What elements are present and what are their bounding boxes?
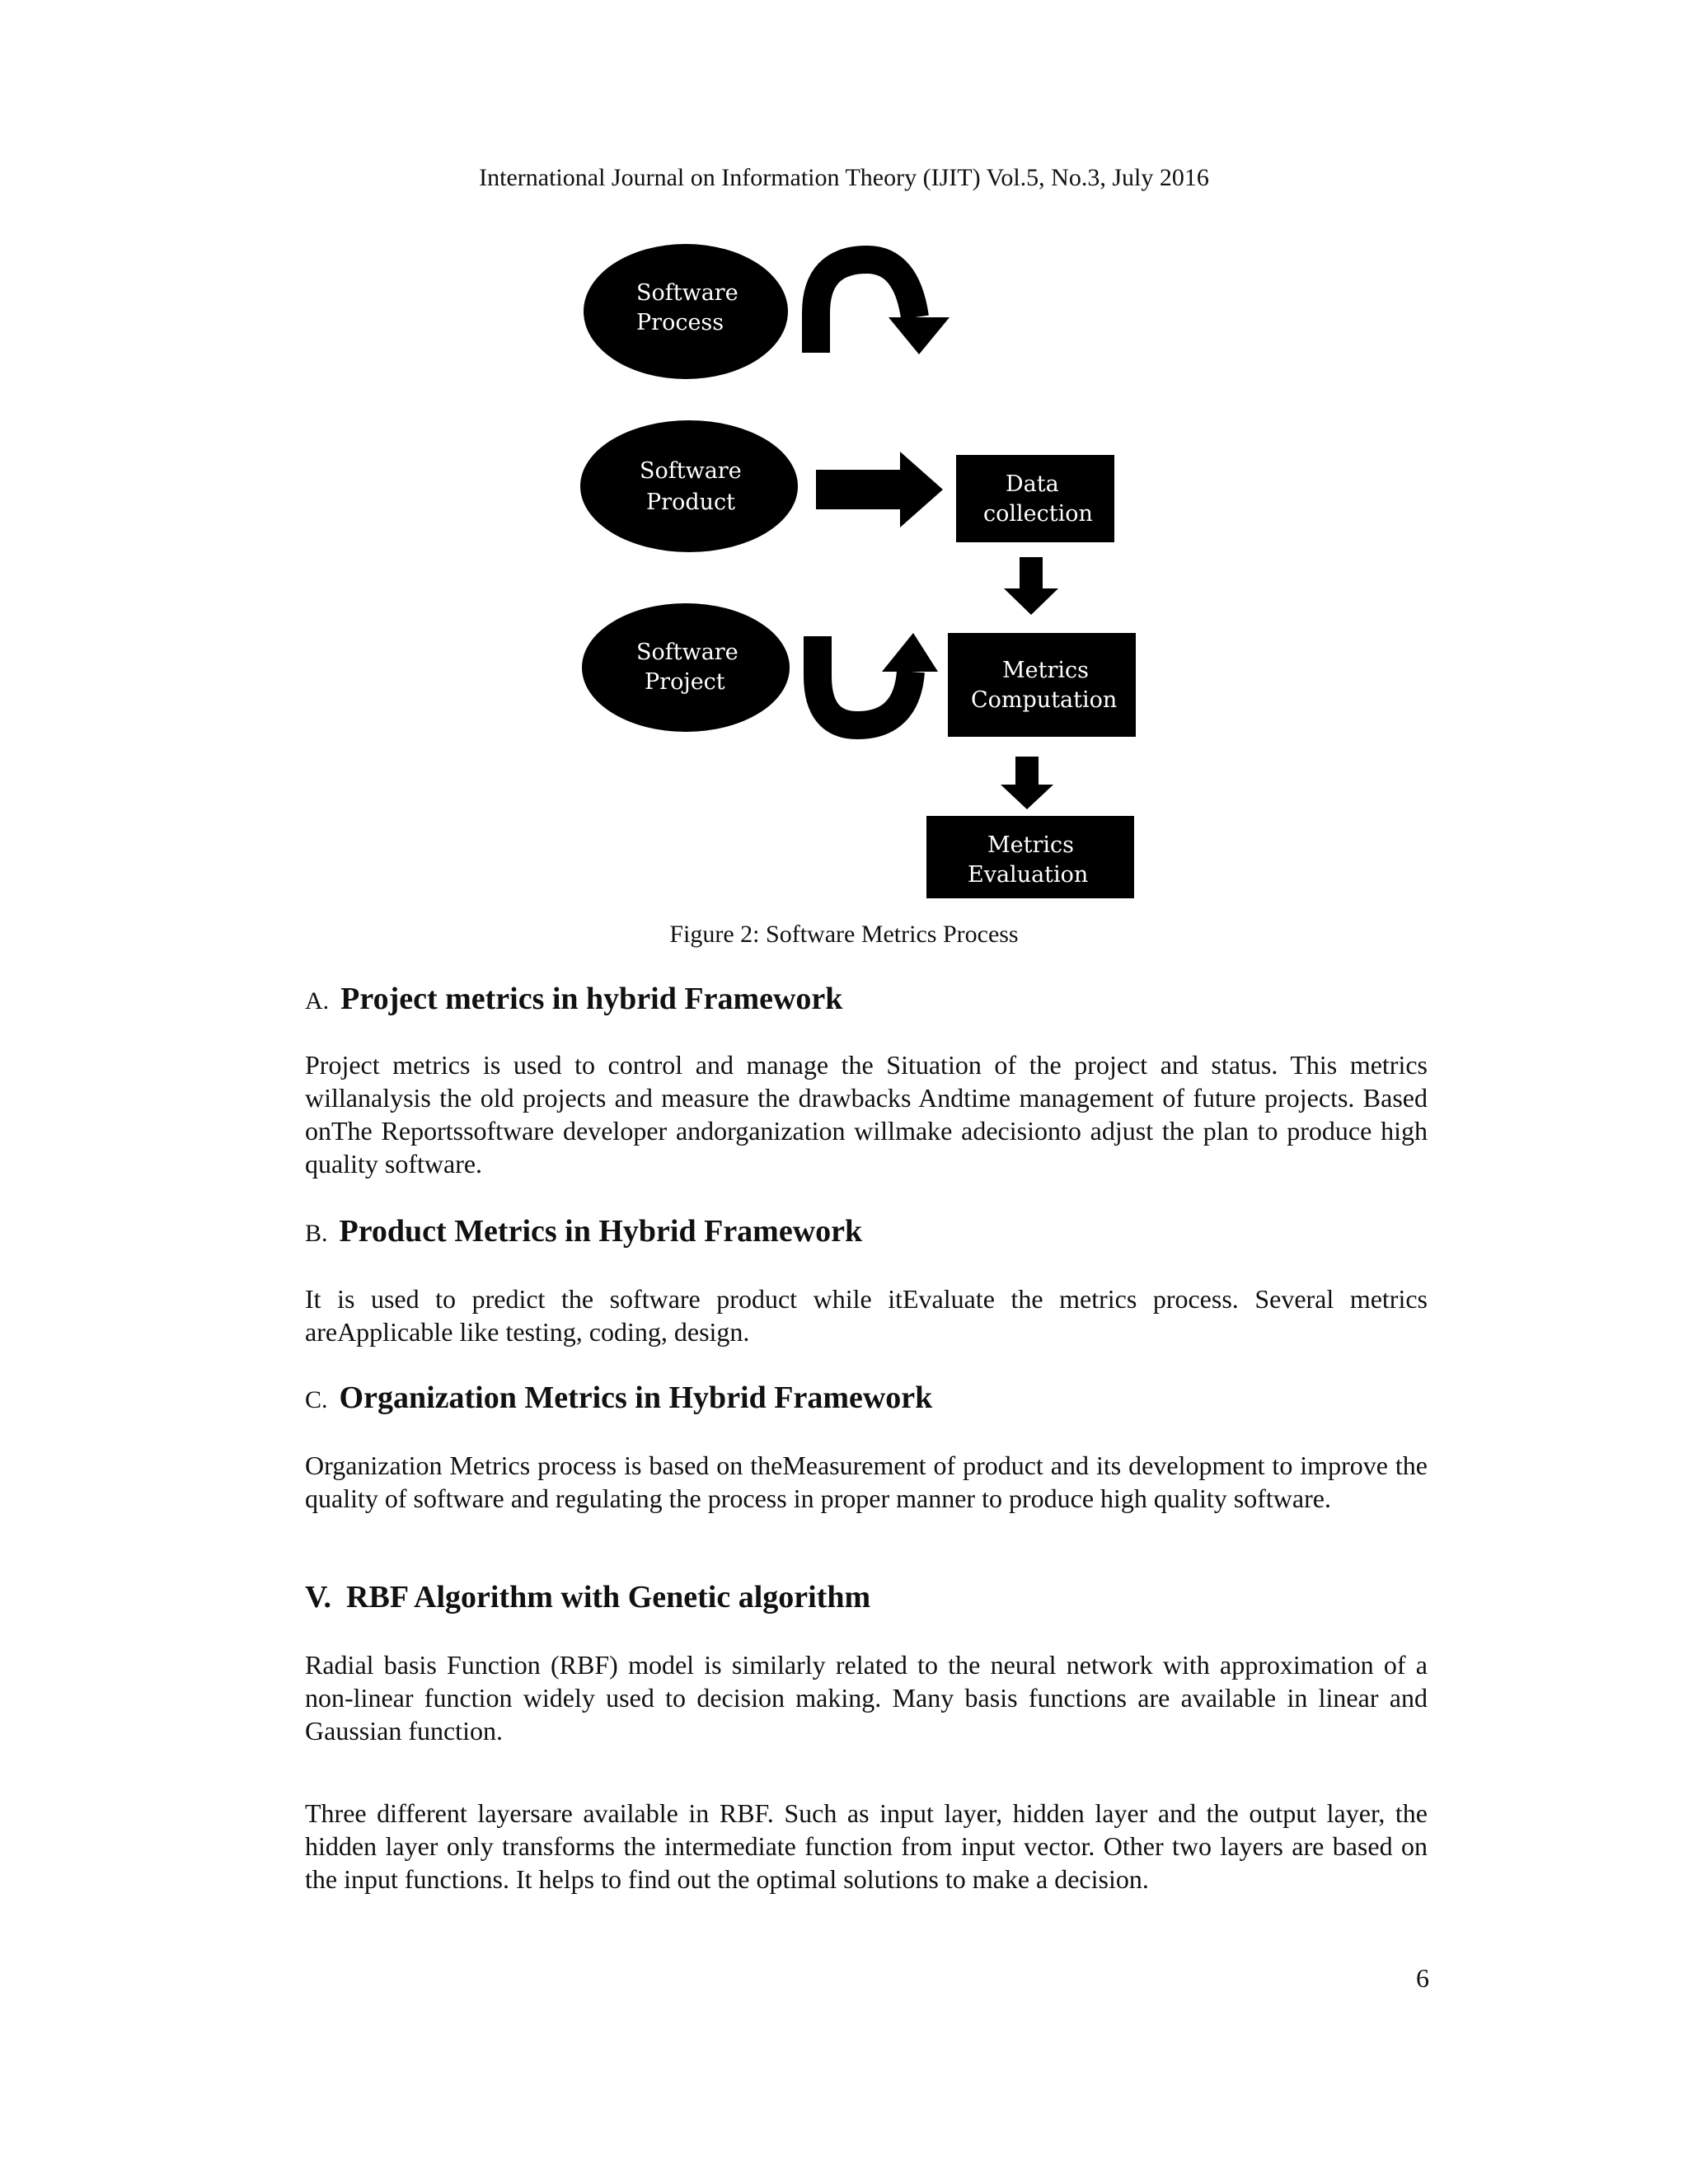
down-arrow-icon <box>1001 757 1053 809</box>
section-v-paragraph-1: Radial basis Function (RBF) model is similarly related to the neural network with approximation of a non-linear function widely used to decision making. Many basis functions are available in linear and Gaussian function. <box>305 1650 1428 1746</box>
section-title: RBF Algorithm with Genetic algorithm <box>346 1580 871 1615</box>
section-b-paragraph: It is used to predict the software product while itEvaluate the metrics process. Several metrics areApplicable like testing, coding, design. <box>305 1284 1428 1347</box>
section-heading-a <box>305 979 1426 1021</box>
node-software-process-line2: Process <box>636 310 724 335</box>
node-metrics-evaluation-line1: Metrics <box>987 832 1074 858</box>
section-title: Project metrics in hybrid Framework <box>340 982 843 1016</box>
section-c-paragraph: Organization Metrics process is based on theMeasurement of product and its development to improve the quality of software and regulating the process in proper manner to produce high quality software. <box>305 1451 1428 1513</box>
node-software-project <box>582 603 790 732</box>
section-heading-v <box>305 1577 1426 1617</box>
section-marker: C. <box>305 1386 328 1413</box>
node-software-product-line2: Product <box>646 490 735 515</box>
section-a-paragraph: Project metrics is used to control and manage the Situation of the project and status. This metrics willanalysis the old projects and measure the drawbacks Andtime management of future projects. Based onThe Reportssoftware developer andorganization willmake adecisionto adjust the plan to produce high quality software. <box>305 1050 1428 1179</box>
journal-header: International Journal on Information Theory (IJIT) Vol.5, No.3, July 2016 <box>479 164 1209 191</box>
section-heading-c <box>305 1378 1426 1420</box>
node-metrics-evaluation-line2: Evaluation <box>968 862 1089 888</box>
node-software-product <box>580 420 798 552</box>
node-metrics-computation-line2: Computation <box>971 687 1118 713</box>
section-v-paragraph-2: Three different layersare available in RBF. Such as input layer, hidden layer and the output layer, the hidden layer only transforms the intermediate function from input vector. Other two layers are based on the input functions. It helps to find out the optimal solutions to make a decision. <box>305 1798 1428 1894</box>
section-title: Product Metrics in Hybrid Framework <box>339 1214 863 1249</box>
software-metrics-process-figure <box>0 0 1688 923</box>
curved-arrow-up-icon <box>818 633 938 725</box>
section-marker: B. <box>305 1220 328 1247</box>
right-arrow-icon <box>816 452 943 527</box>
down-arrow-icon <box>1004 557 1058 615</box>
node-software-product-line1: Software <box>640 458 742 484</box>
node-data-collection-line1: Data <box>1006 471 1059 497</box>
curved-arrow-down-icon <box>816 260 950 354</box>
node-software-project-line2: Project <box>645 669 725 695</box>
node-data-collection-line2: collection <box>983 501 1093 527</box>
node-software-project-line1: Software <box>636 640 738 665</box>
node-metrics-computation <box>948 633 1136 737</box>
section-marker: A. <box>305 987 330 1015</box>
section-title: Organization Metrics in Hybrid Framework <box>339 1380 933 1415</box>
node-software-process <box>584 244 788 379</box>
node-software-process-line1: Software <box>636 280 738 306</box>
figure-caption: Figure 2: Software Metrics Process <box>669 921 1019 948</box>
section-heading-b <box>305 1212 1426 1254</box>
page-number: 6 <box>1416 1963 1429 1993</box>
node-metrics-evaluation <box>926 816 1134 898</box>
node-metrics-computation-line1: Metrics <box>1002 658 1089 683</box>
section-marker: V. <box>305 1580 332 1615</box>
node-data-collection <box>956 455 1114 542</box>
